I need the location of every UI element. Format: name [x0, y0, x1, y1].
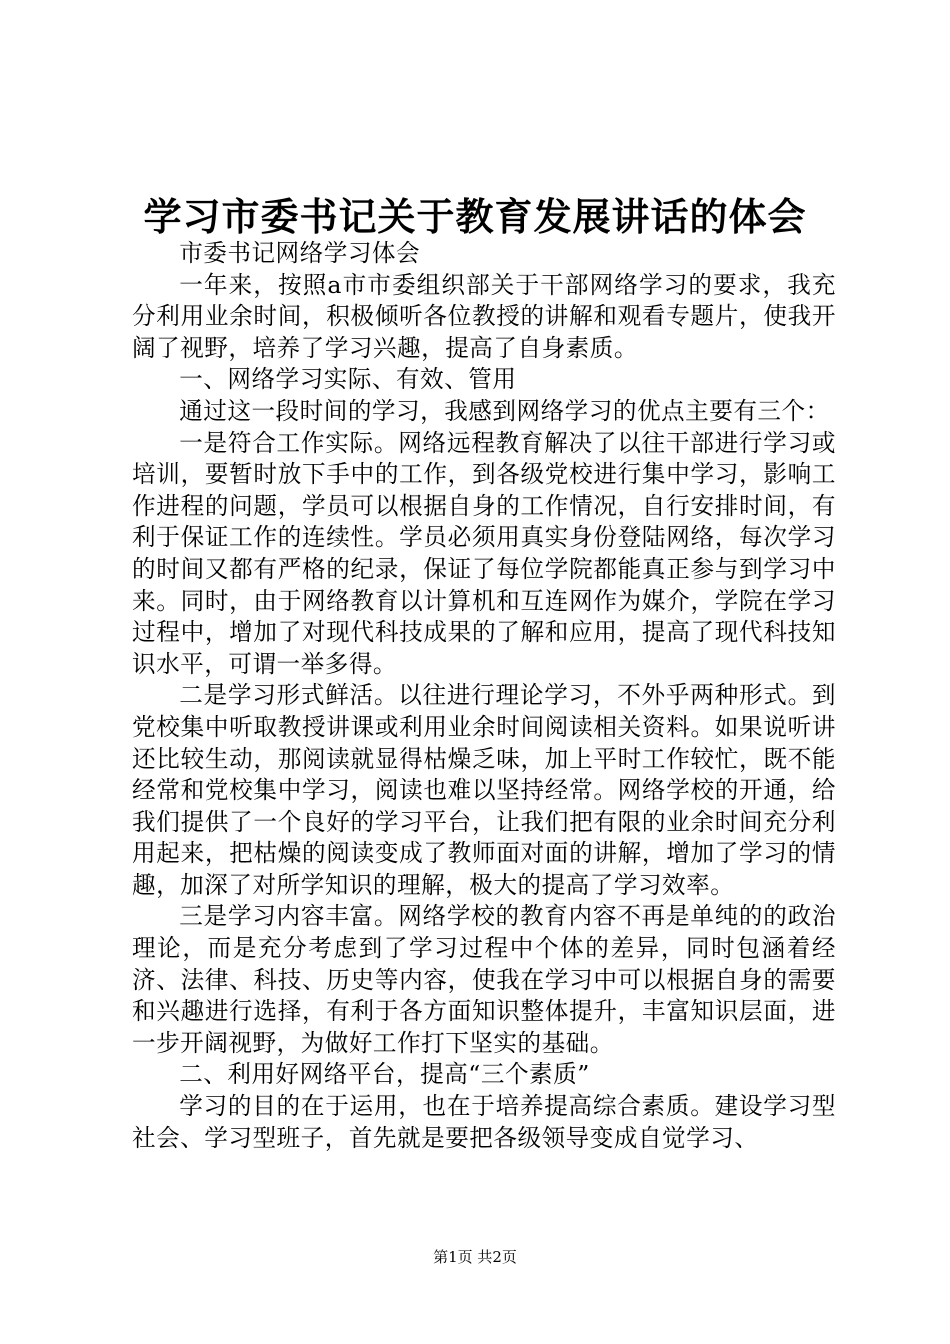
document-body	[132, 238, 836, 1154]
paragraph: 二是学习形式鲜活。以往进行理论学习，不外乎两种形式。到党校集中听取教授讲课或利用业余时间阅读相关资料。如果说听讲还比较生动，那阅读就显得枯燥乏味，加上平时工作较忙，既不能经常和党校集中学习，阅读也难以坚持经常。网络学校的开通，给我们提供了一个良好的学习平台，让我们把有限的业余时间充分利用起来，把枯燥的阅读变成了教师面对面的讲解，增加了学习的情趣，加深了对所学知识的理解，极大的提高了学习效率。	[132, 681, 836, 899]
page-footer: 第1页 共2页	[433, 1248, 517, 1266]
paragraph: 一是符合工作实际。网络远程教育解决了以往干部进行学习或培训，要暂时放下手中的工作，到各级党校进行集中学习，影响工作进程的问题，学员可以根据自身的工作情况，自行安排时间，有利于保证工作的连续性。学员必须用真实身份登陆网络，每次学习的时间又都有严格的纪录，保证了每位学院都能真正参与到学习中来。同时，由于网络教育以计算机和互连网作为媒介，学院在学习过程中，增加了对现代科技成果的了解和应用，提高了现代科技知识水平，可谓一举多得。	[132, 428, 836, 678]
section-heading-1: 一、网络学习实际、有效、管用	[179, 365, 517, 394]
section-heading-2: 二、利用好网络平台，提高“三个素质”	[179, 1060, 590, 1089]
paragraph: 三是学习内容丰富。网络学校的教育内容不再是单纯的的政治理论，而是充分考虑到了学习过程中个体的差异，同时包涵着经济、法律、科技、历史等内容，使我在学习中可以根据自身的需要和兴趣进行选择，有利于各方面知识整体提升，丰富知识层面，进一步开阔视野，为做好工作打下坚实的基础。	[132, 902, 836, 1057]
paragraph: 一年来，按照a市市委组织部关于干部网络学习的要求，我充分利用业余时间，积极倾听各位教授的讲解和观看专题片，使我开阔了视野，培养了学习兴趣，提高了自身素质。	[132, 270, 836, 362]
paragraph: 学习的目的在于运用，也在于培养提高综合素质。建设学习型社会、学习型班子，首先就是要把各级领导变成自觉学习、	[132, 1092, 836, 1152]
document-title: 学习市委书记关于教育发展讲话的体会	[143, 194, 807, 239]
paragraph: 通过这一段时间的学习，我感到网络学习的优点主要有三个：	[179, 396, 830, 425]
paragraph-subtitle: 市委书记网络学习体会	[179, 239, 421, 267]
